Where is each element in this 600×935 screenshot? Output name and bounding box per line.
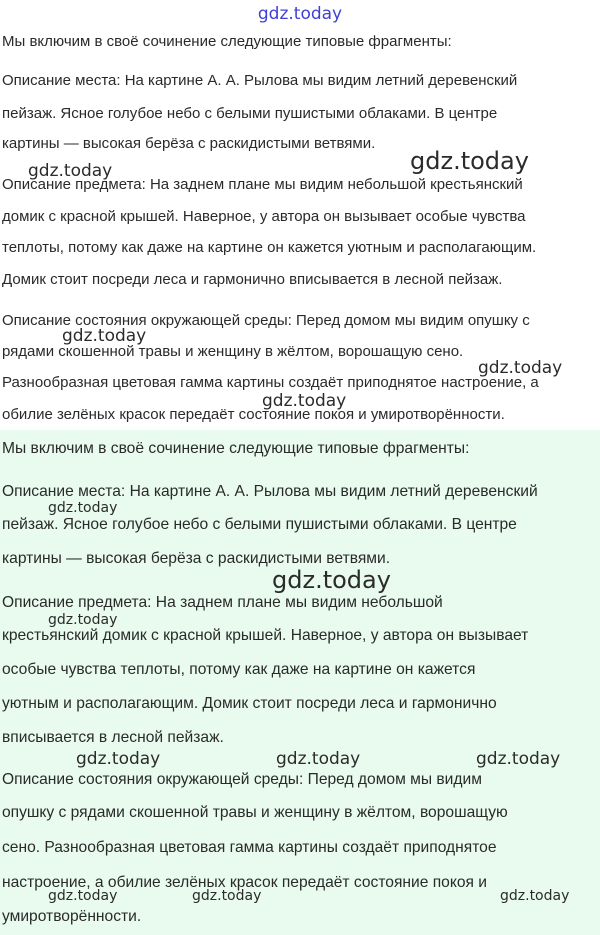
watermark-text: gdz.today bbox=[410, 147, 529, 175]
text-line: Домик стоит посреди леса и гармонично вписывается в лесной пейзаж. bbox=[2, 271, 503, 288]
watermark-text: gdz.today bbox=[476, 749, 561, 769]
text-line: домик с красной крышей. Наверное, у автора он вызывает особые чувства bbox=[2, 208, 526, 225]
text-line: Мы включим в своё сочинение следующие типовые фрагменты: bbox=[2, 33, 452, 50]
text-line: особые чувства теплоты, потому как даже на картине он кажется bbox=[2, 661, 476, 678]
text-line: картины — высокая берёза с раскидистыми ветвями. bbox=[2, 550, 391, 567]
watermark-text: gdz.today bbox=[478, 358, 563, 378]
watermark-text: gdz.today bbox=[48, 612, 118, 628]
text-line: теплоты, потому как даже на картине он кажется уютным и располагающим. bbox=[2, 239, 537, 256]
watermark-text: gdz.today bbox=[192, 888, 262, 904]
text-line: опушку с рядами скошенной травы и женщину в жёлтом, ворошащую bbox=[2, 804, 508, 821]
text-line: Описание состояния окружающей среды: Перед домом мы видим bbox=[2, 771, 482, 788]
text-line: Описание места: На картине А. А. Рылова мы видим летний деревенский bbox=[2, 483, 538, 500]
text-line: обилие зелёных красок передаёт состояние покоя и умиротворённости. bbox=[2, 406, 505, 423]
text-line: умиротворённости. bbox=[2, 908, 142, 925]
watermark-logo: gdz.today bbox=[257, 4, 343, 24]
text-line: уютным и располагающим. Домик стоит посреди леса и гармонично bbox=[2, 695, 497, 712]
text-line: картины — высокая берёза с раскидистыми ветвями. bbox=[2, 135, 376, 152]
watermark-text: gdz.today bbox=[500, 888, 570, 904]
text-line: Описание предмета: На заднем плане мы видим небольшой крестьянский bbox=[2, 176, 523, 193]
watermark-text: gdz.today bbox=[48, 500, 118, 516]
text-line: настроение, а обилие зелёных красок передаёт состояние покоя и bbox=[2, 874, 488, 891]
text-line: вписывается в лесной пейзаж. bbox=[2, 729, 224, 746]
watermark-text: gdz.today bbox=[48, 888, 118, 904]
watermark-text: gdz.today bbox=[262, 391, 347, 411]
text-line: Описание состояния окружающей среды: Перед домом мы видим опушку с bbox=[2, 312, 530, 329]
watermark-text: gdz.today bbox=[62, 326, 147, 346]
text-line: Разнообразная цветовая гамма картины создаёт приподнятое настроение, а bbox=[2, 374, 539, 391]
text-line: пейзаж. Ясное голубое небо с белыми пушистыми облаками. В центре bbox=[2, 105, 498, 122]
watermark-text: gdz.today bbox=[272, 566, 391, 594]
text-block-1 bbox=[0, 30, 600, 430]
text-line: рядами скошенной травы и женщину в жёлтом, ворошащую сено. bbox=[2, 343, 464, 360]
text-line: пейзаж. Ясное голубое небо с белыми пушистыми облаками. В центре bbox=[2, 516, 517, 533]
watermark-text: gdz.today bbox=[276, 749, 361, 769]
text-line: сено. Разнообразная цветовая гамма картины создаёт приподнятое bbox=[2, 839, 497, 856]
text-line: Мы включим в своё сочинение следующие типовые фрагменты: bbox=[2, 440, 470, 457]
text-line: Описание места: На картине А. А. Рылова мы видим летний деревенский bbox=[2, 72, 518, 89]
text-block-2 bbox=[0, 430, 600, 935]
watermark-text: gdz.today bbox=[76, 749, 161, 769]
watermark-text: gdz.today bbox=[28, 161, 113, 181]
text-line: Описание предмета: На заднем плане мы видим небольшой bbox=[2, 594, 443, 611]
text-line: крестьянский домик с красной крышей. Наверное, у автора он вызывает bbox=[2, 627, 529, 644]
